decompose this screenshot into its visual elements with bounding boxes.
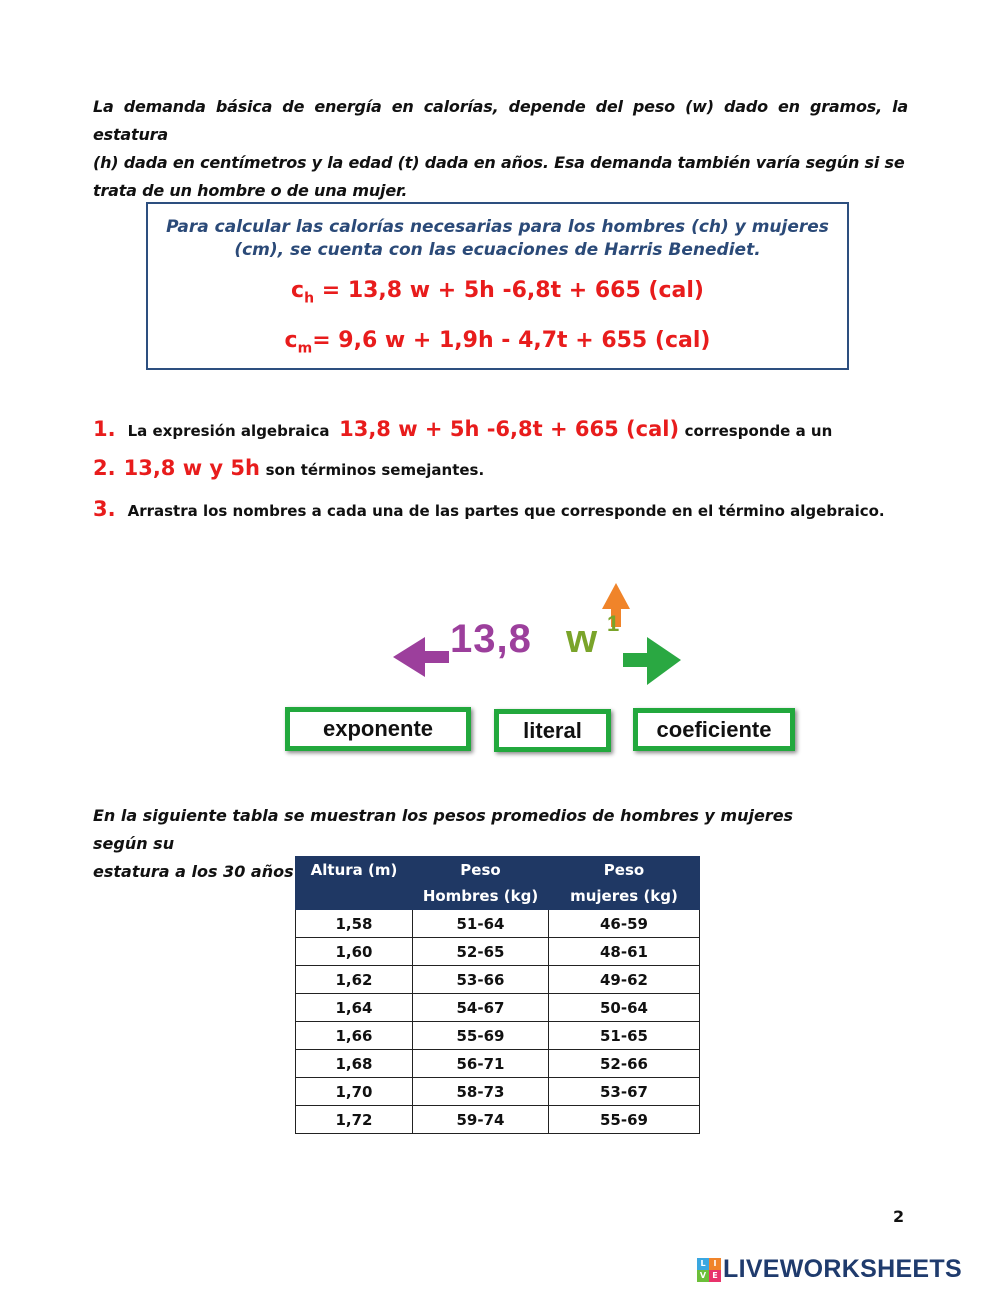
table-cell: 54-67 [413,994,549,1022]
page-number: 2 [893,1207,905,1226]
table-cell: 1,60 [296,938,413,966]
question-text-after: son términos semejantes. [265,461,485,479]
formula-box-text-line: Para calcular las calorías necesarias para los hombres (ch) y mujeres [166,217,829,237]
drag-label-text: coeficiente [653,717,776,743]
question-1 [93,417,832,441]
question-expression: 13,8 w y 5h [123,456,260,480]
question-number: 1. [93,417,116,441]
formula-box [146,202,849,370]
table-cell: 1,68 [296,1050,413,1078]
header-line: Altura (m) [310,861,398,879]
table-cell: 49-62 [549,966,700,994]
table-row [296,938,700,966]
left-arrow-icon [393,637,449,677]
right-arrow-icon [623,637,681,685]
table-row [296,1106,700,1134]
table-cell: 1,64 [296,994,413,1022]
table-intro-line: En la siguiente tabla se muestran los pesos promedios de hombres y mujeres según su [93,806,794,853]
eq-var: c [291,278,305,303]
brand-name: LIVEWORKSHEETS [723,1255,962,1283]
table-row [296,994,700,1022]
table-cell: 1,72 [296,1106,413,1134]
eq-subscript: m [297,340,313,357]
logo-letter: I [709,1258,721,1270]
table-cell: 52-65 [413,938,549,966]
drag-label-text: literal [519,718,586,744]
table-cell: 53-67 [549,1078,700,1106]
weights-table [295,856,700,1134]
drag-label-text: exponente [319,716,437,742]
table-cell: 52-66 [549,1050,700,1078]
table-cell: 51-64 [413,910,549,938]
table-cell: 59-74 [413,1106,549,1134]
liveworksheets-icon [697,1258,721,1282]
drag-label-exponente[interactable] [285,707,471,751]
header-line: Peso [460,861,501,879]
table-row [296,1078,700,1106]
table-header-cell [296,857,413,910]
table-cell: 53-66 [413,966,549,994]
logo-letter: E [709,1270,721,1282]
exponent-text: 1 [607,611,620,636]
question-number: 3. [93,497,116,521]
table-row [296,1050,700,1078]
table-cell: 58-73 [413,1078,549,1106]
drag-label-literal[interactable] [494,709,611,752]
drag-label-coeficiente[interactable] [633,708,795,751]
equation-men [148,278,847,306]
table-cell: 50-64 [549,994,700,1022]
intro-paragraph [93,93,908,205]
header-line: mujeres (kg) [570,887,678,905]
table-cell: 1,66 [296,1022,413,1050]
table-cell: 46-59 [549,910,700,938]
question-text: La expresión algebraica [127,422,330,440]
formula-box-text [148,216,847,262]
liveworksheets-logo[interactable] [697,1255,962,1284]
eq-var: c [284,328,298,353]
equation-women [148,328,847,356]
table-cell: 51-65 [549,1022,700,1050]
table-header-cell [413,857,549,910]
table-row [296,1022,700,1050]
table-cell: 1,70 [296,1078,413,1106]
variable-text: w [566,617,598,661]
question-text-after: corresponde a un [684,422,833,440]
table-row [296,966,700,994]
logo-letter: L [697,1258,709,1270]
eq-subscript: h [304,290,315,307]
table-cell: 1,62 [296,966,413,994]
question-text: Arrastra los nombres a cada una de las partes que corresponde en el término algebraico. [127,502,885,520]
question-expression: 13,8 w + 5h -6,8t + 665 (cal) [339,417,680,441]
table-row [296,910,700,938]
table-cell: 1,58 [296,910,413,938]
eq-rest: = 9,6 w + 1,9h - 4,7t + 655 (cal) [312,328,711,353]
question-number: 2. [93,456,116,480]
logo-letter: V [697,1270,709,1282]
table-header-row [296,857,700,910]
table-header-cell [549,857,700,910]
arrows-graphic [385,575,695,695]
formula-box-text-line: (cm), se cuenta con las ecuaciones de Harris Benediet. [234,240,761,260]
table-cell: 56-71 [413,1050,549,1078]
table-cell: 55-69 [413,1022,549,1050]
table-cell: 48-61 [549,938,700,966]
header-line: Hombres (kg) [422,887,539,905]
table-intro-line: estatura a los 30 años [93,862,294,881]
algebraic-term-diagram [385,575,695,695]
table-cell: 55-69 [549,1106,700,1134]
intro-line: trata de un hombre o de una mujer. [93,181,408,200]
intro-line: La demanda básica de energía en calorías, depende del peso (w) dado en gramos, la estatura [93,97,908,144]
intro-line: (h) dada en centímetros y la edad (t) dada en años. Esa demanda también varía según si se [93,153,905,172]
question-3 [93,497,885,521]
eq-rest: = 13,8 w + 5h -6,8t + 665 (cal) [314,278,704,303]
coefficient-text: 13,8 [450,617,532,661]
header-line: Peso [603,861,645,879]
question-2 [93,456,484,480]
